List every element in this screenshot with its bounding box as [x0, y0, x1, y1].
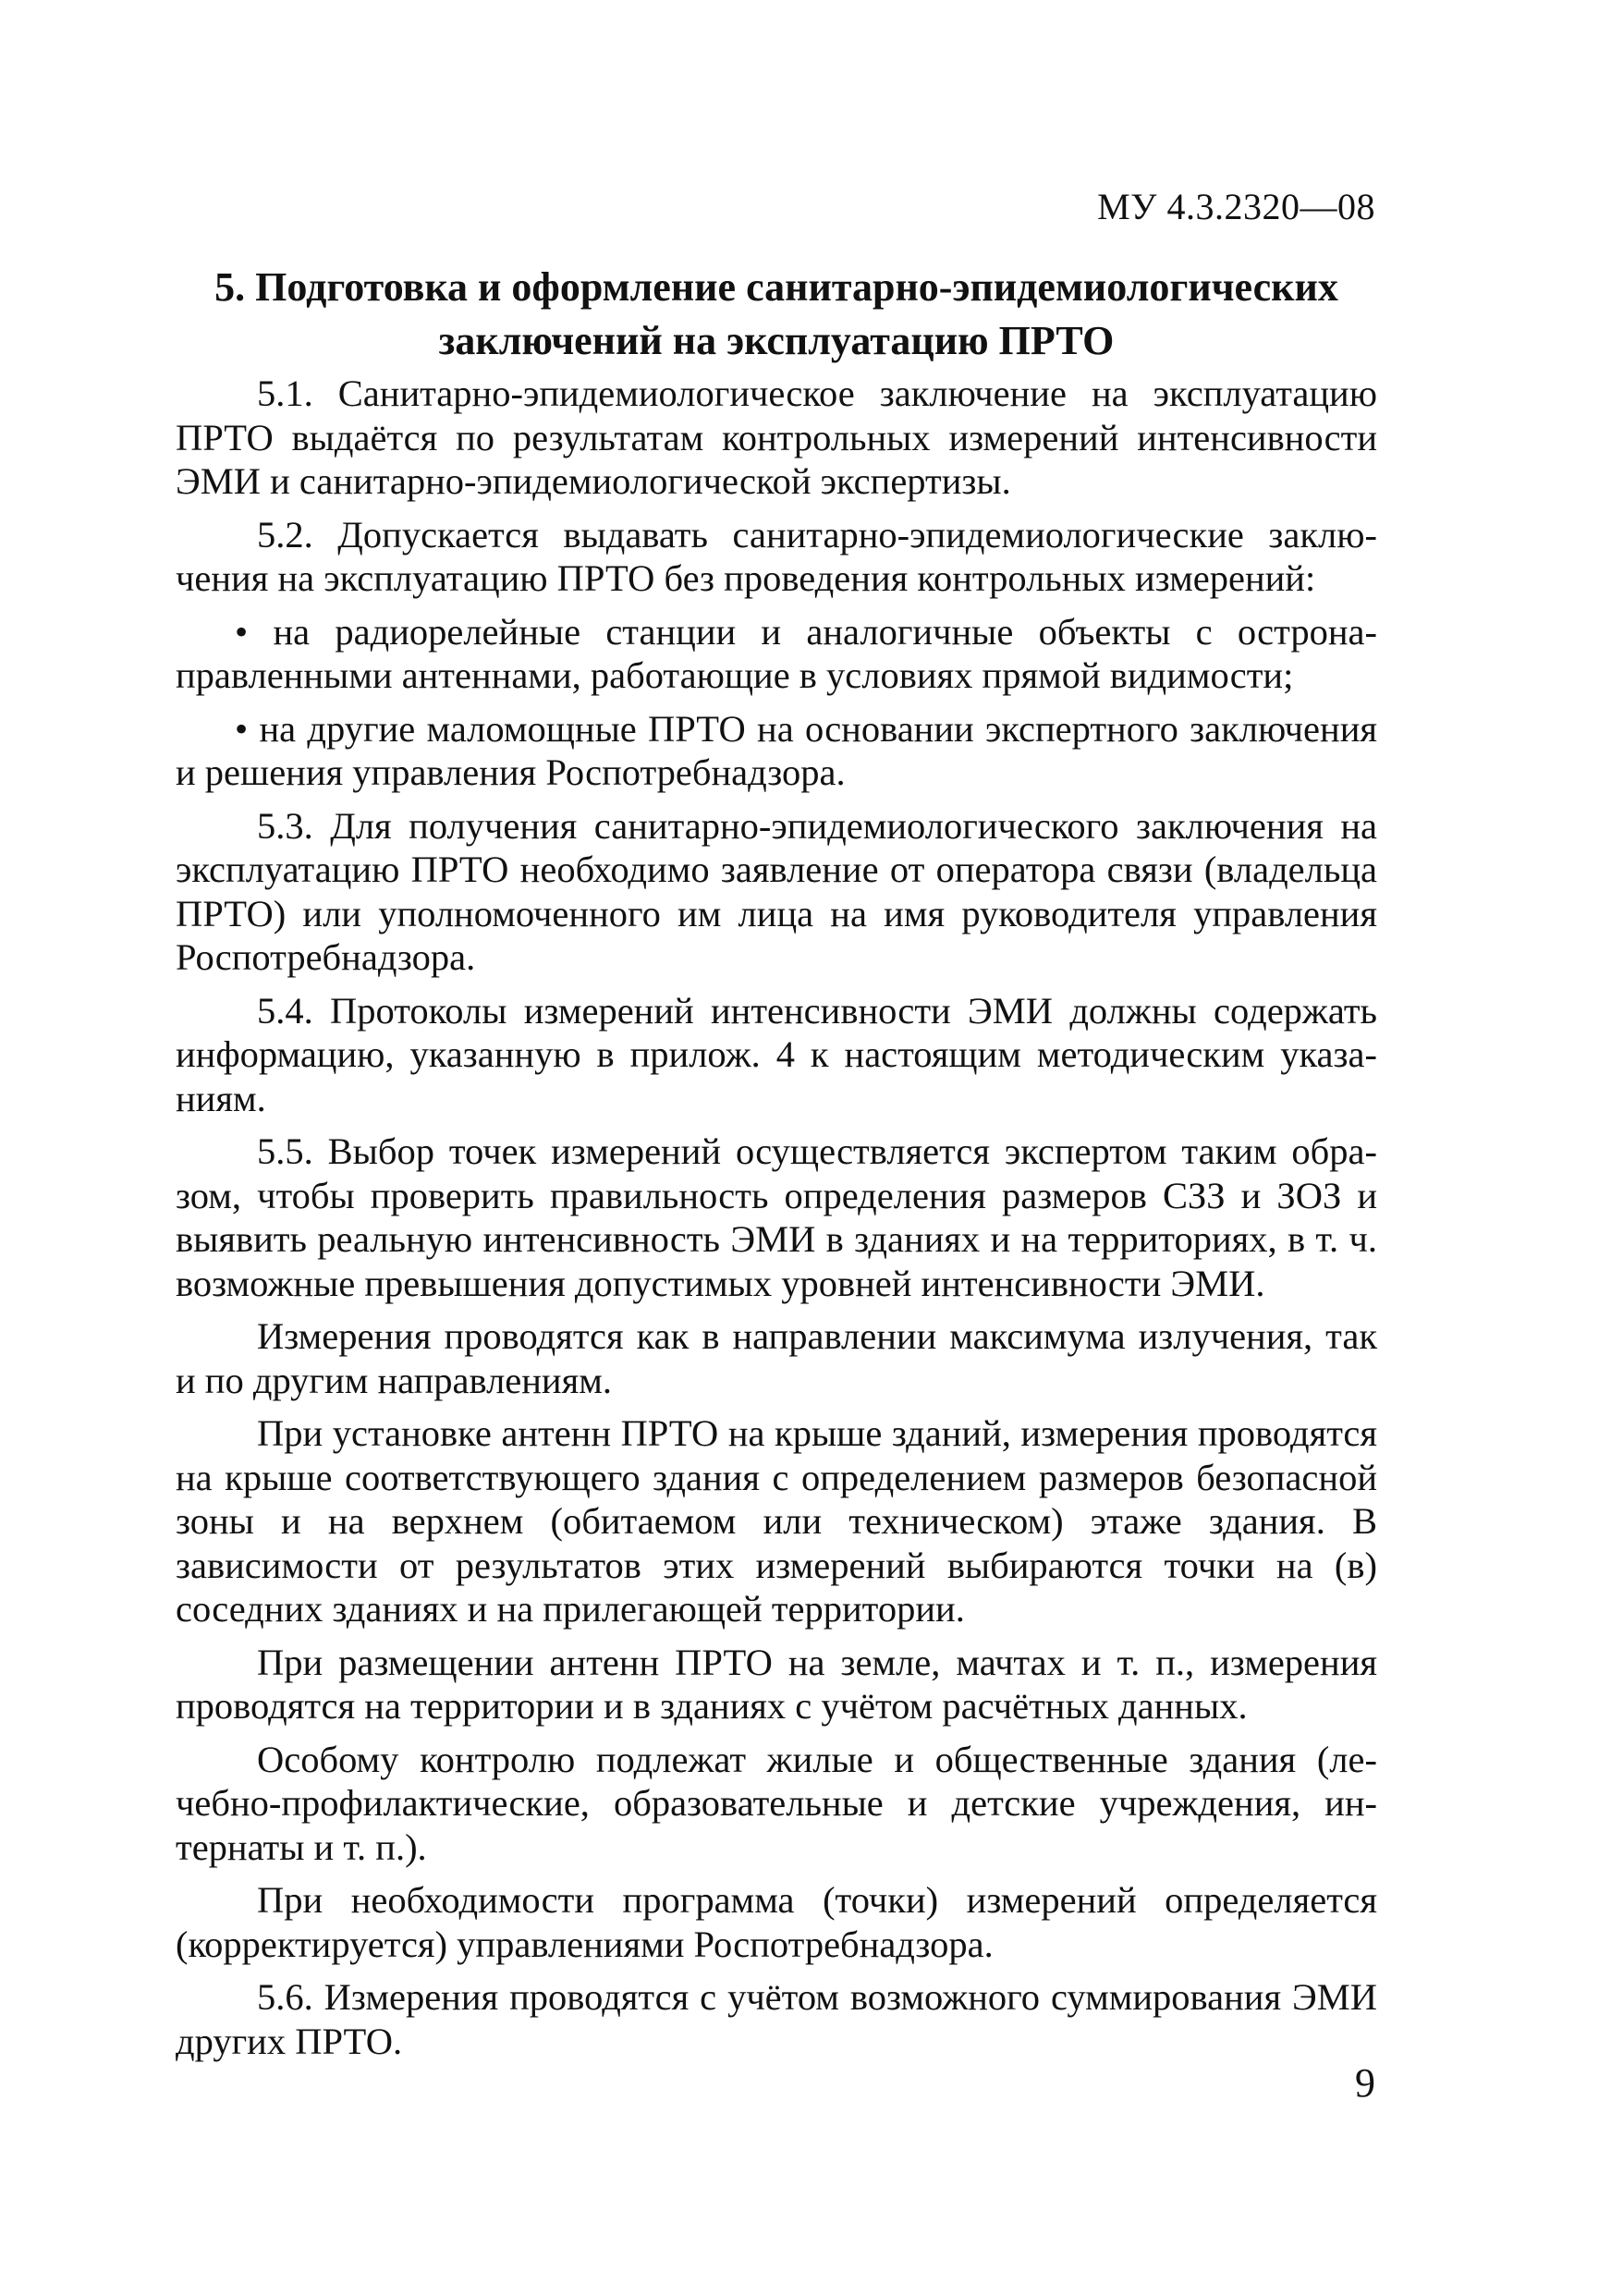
- section-title: [176, 261, 1377, 368]
- paragraph-5-6: 5.6. Измерения проводятся с учётом возможного суммирования ЭМИ других ПРТО.: [176, 1976, 1377, 2062]
- paragraph-measurement-directions: Измерения проводятся как в направлении максимума излучения, так и по другим направлениям.: [176, 1315, 1377, 1401]
- paragraph-5-2: 5.2. Допускается выдавать санитарно-эпидемиологические заключения на эксплуатацию ПРТО без проведения контрольных измерений:: [176, 513, 1377, 599]
- paragraph-roof-antennas: При установке антенн ПРТО на крыше зданий, измерения проводятся на крыше соответствующего здания с определением размеров безопасной зоны и на верхнем (обитаемом или техническом) этаже здания. В зависимости от результатов этих измерений выбираются точки на (в) соседних зданиях и на прилегающей территории.: [176, 1412, 1377, 1630]
- paragraph-special-control: Особому контролю подлежат жилые и общественные здания (лечебно-профилактические, образовательные и детские учреждения, интернаты и т. п.).: [176, 1738, 1377, 1868]
- section-body: [176, 372, 1377, 2072]
- paragraph-5-5: 5.5. Выбор точек измерений осуществляется экспертом таким образом, чтобы проверить правильность определения размеров СЗЗ и ЗОЗ и выявить реальную интенсивность ЭМИ в зданиях и на территориях, в т. ч. возможные превышения допустимых уровней интенсивности ЭМИ.: [176, 1130, 1377, 1304]
- section-title-line-2: заключений на эксплуатацию ПРТО: [438, 318, 1115, 363]
- page-number: 9: [1355, 2060, 1375, 2106]
- document-code: МУ 4.3.2320—08: [1097, 186, 1375, 227]
- section-title-line-1: 5. Подготовка и оформление санитарно-эпидемиологических: [214, 264, 1338, 310]
- bullet-item-radio-relay: • на радиорелейные станции и аналогичные объекты с остронаправленными антеннами, работающие в условиях прямой видимости;: [176, 610, 1377, 696]
- paragraph-5-4: 5.4. Протоколы измерений интенсивности ЭМИ должны содержать информацию, указанную в прилож. 4 к настоящим методическим указаниям.: [176, 989, 1377, 1119]
- bullet-item-low-power: • на другие маломощные ПРТО на основании экспертного заключения и решения управления Роспотребнадзора.: [176, 707, 1377, 793]
- paragraph-5-1: 5.1. Санитарно-эпидемиологическое заключение на эксплуатацию ПРТО выдаётся по результатам контрольных измерений интенсивности ЭМИ и санитарно-эпидемиологической экспертизы.: [176, 372, 1377, 502]
- paragraph-ground-antennas: При размещении антенн ПРТО на земле, мачтах и т. п., измерения проводятся на территории и в зданиях с учётом расчётных данных.: [176, 1641, 1377, 1727]
- paragraph-5-3: 5.3. Для получения санитарно-эпидемиологического заключения на эксплуатацию ПРТО необходимо заявление от оператора связи (владельца ПРТО) или уполномоченного им лица на имя руководителя управления Роспотребнадзора.: [176, 804, 1377, 978]
- paragraph-program-definition: При необходимости программа (точки) измерений определяется (корректируется) управлениями Роспотребнадзора.: [176, 1879, 1377, 1965]
